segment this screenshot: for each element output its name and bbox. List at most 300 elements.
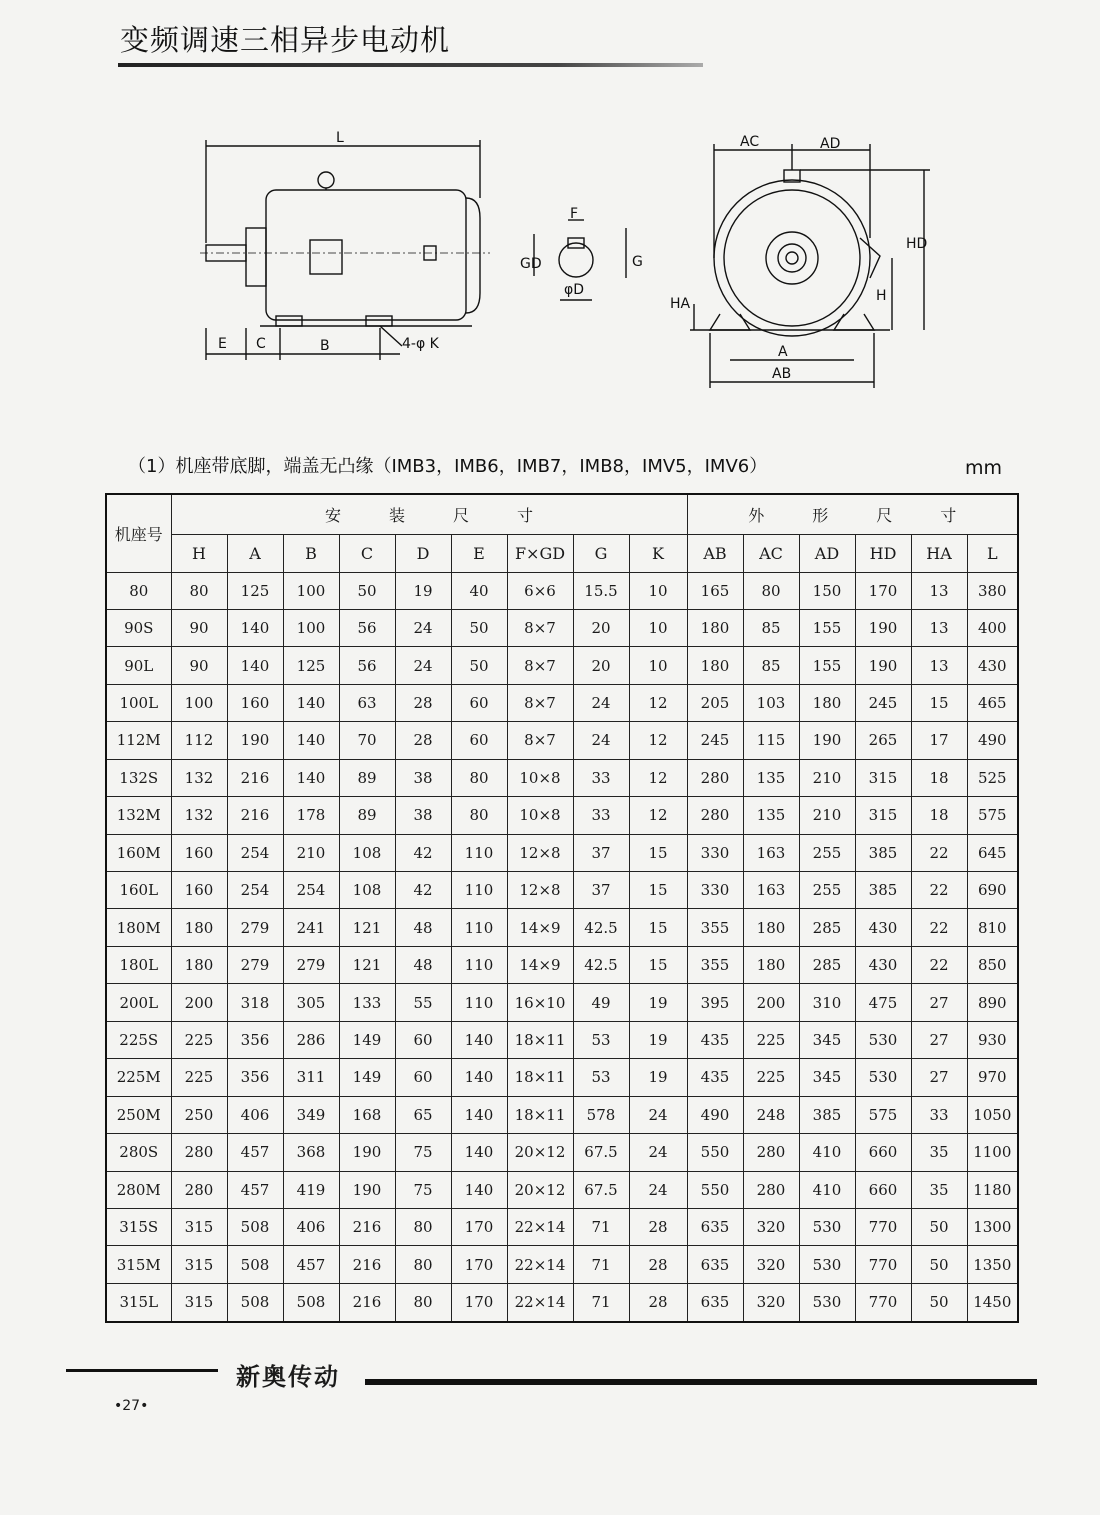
table-row [106,1096,1018,1133]
frame-size-cell: 90S [106,609,171,646]
dimension-cell: 90 [171,609,227,646]
dimension-cell: 18 [911,759,967,796]
dimension-cell: 18 [911,797,967,834]
dimension-cell: 254 [227,872,283,909]
dim-label-AC: AC [740,134,760,150]
dimension-cell: 475 [855,984,911,1021]
dim-label-H: H [876,288,887,304]
dimension-cell: 100 [283,572,339,609]
column-header: F×GD [507,534,573,572]
dimension-cell: 12 [629,759,687,796]
motor-fan-cover [466,198,480,313]
dimension-cell: 149 [339,1059,395,1096]
dimension-cell: 15.5 [573,572,629,609]
dimension-cell: 315 [171,1283,227,1322]
table-row [106,797,1018,834]
dimension-cell: 15 [629,909,687,946]
frame-size-cell: 112M [106,722,171,759]
dimension-cell: 190 [339,1171,395,1208]
dimension-cell: 163 [743,834,799,871]
dimension-cell: 71 [573,1246,629,1283]
dimension-cell: 315 [855,759,911,796]
dimension-cell: 170 [451,1208,507,1245]
section-caption: （1）机座带底脚，端盖无凸缘（IMB3，IMB6，IMB7，IMB8，IMV5，IMV6） [128,456,768,477]
dimension-cell: 12×8 [507,872,573,909]
dimension-cell: 35 [911,1134,967,1171]
dimension-cell: 216 [339,1208,395,1245]
dimension-cell: 20 [573,647,629,684]
title-rule [118,63,703,67]
dimension-cell: 578 [573,1096,629,1133]
dimension-cell: 24 [573,722,629,759]
dimension-cell: 530 [855,1021,911,1058]
dimension-cell: 12 [629,722,687,759]
dimension-cell: 320 [743,1246,799,1283]
dimension-cell: 210 [283,834,339,871]
frame-size-cell: 280S [106,1134,171,1171]
dimension-cell: 140 [283,722,339,759]
table-row [106,1246,1018,1283]
dimension-cell: 75 [395,1171,451,1208]
dimension-cell: 40 [451,572,507,609]
dimension-cell: 12×8 [507,834,573,871]
dimension-cell: 380 [967,572,1018,609]
dimension-cell: 356 [227,1021,283,1058]
dimension-cell: 406 [283,1208,339,1245]
dimension-cell: 15 [629,946,687,983]
dimension-cell: 20×12 [507,1134,573,1171]
dimension-cell: 65 [395,1096,451,1133]
dimension-cell: 286 [283,1021,339,1058]
frame-size-cell: 225S [106,1021,171,1058]
dimension-cell: 1450 [967,1283,1018,1322]
dimension-cell: 6×6 [507,572,573,609]
dim-label-B: B [320,338,330,354]
frame-size-cell: 315L [106,1283,171,1322]
dimension-cell: 645 [967,834,1018,871]
dimension-cell: 12 [629,684,687,721]
column-header: HD [855,534,911,572]
dimension-cell: 19 [395,572,451,609]
dimension-cell: 10×8 [507,797,573,834]
dimension-cell: 121 [339,946,395,983]
column-header: C [339,534,395,572]
frame-size-cell: 160M [106,834,171,871]
dimension-cell: 38 [395,759,451,796]
dimension-cell: 550 [687,1171,743,1208]
dimension-cell: 35 [911,1171,967,1208]
dimension-cell: 28 [629,1283,687,1322]
dimension-cell: 13 [911,609,967,646]
dimension-cell: 465 [967,684,1018,721]
foot-left [276,316,302,326]
column-header-row [106,534,1018,572]
dimension-cell: 250 [171,1096,227,1133]
dimension-cell: 660 [855,1134,911,1171]
dimension-cell: 85 [743,609,799,646]
dimension-cell: 89 [339,759,395,796]
motor-drawing [180,128,940,398]
dimension-cell: 200 [171,984,227,1021]
dimension-cell: 163 [743,872,799,909]
dimension-cell: 180 [687,609,743,646]
dimension-cell: 180 [171,946,227,983]
dimension-cell: 33 [911,1096,967,1133]
dimension-cell: 140 [283,759,339,796]
dimension-cell: 42 [395,834,451,871]
dimension-cell: 18×11 [507,1021,573,1058]
dimension-cell: 28 [629,1246,687,1283]
terminal-box [310,240,342,274]
dimension-cell: 33 [573,797,629,834]
dimension-cell: 80 [395,1208,451,1245]
dimension-cell: 70 [339,722,395,759]
dimension-cell: 15 [629,834,687,871]
column-header: H [171,534,227,572]
dimension-cell: 67.5 [573,1134,629,1171]
table-row [106,684,1018,721]
dimension-cell: 22×14 [507,1208,573,1245]
dimension-cell: 12 [629,797,687,834]
dimension-cell: 255 [799,834,855,871]
dimension-cell: 60 [395,1021,451,1058]
dimension-cell: 279 [283,946,339,983]
dim-label-F: F [570,206,579,222]
dimension-cell: 320 [743,1208,799,1245]
dimension-cell: 155 [799,609,855,646]
dimension-cell: 248 [743,1096,799,1133]
table-row [106,1059,1018,1096]
dimension-cell: 121 [339,909,395,946]
dimension-cell: 10 [629,609,687,646]
column-header: D [395,534,451,572]
dimension-cell: 330 [687,872,743,909]
dim-label-D: φD [564,282,585,298]
frame-size-cell: 315S [106,1208,171,1245]
dimension-cell: 80 [395,1283,451,1322]
dimension-cell: 24 [395,609,451,646]
dimension-cell: 50 [911,1246,967,1283]
front-foot-left [710,314,750,330]
dimension-cell: 60 [395,1059,451,1096]
dimension-cell: 410 [799,1171,855,1208]
dimension-cell: 508 [227,1283,283,1322]
dimension-cell: 53 [573,1059,629,1096]
dimension-cell: 770 [855,1283,911,1322]
dimension-cell: 368 [283,1134,339,1171]
dimension-cell: 280 [743,1134,799,1171]
dimension-cell: 22×14 [507,1246,573,1283]
dimension-cell: 108 [339,834,395,871]
dimension-cell: 770 [855,1208,911,1245]
table-body [106,572,1018,1322]
dimension-cell: 395 [687,984,743,1021]
dimension-cell: 430 [967,647,1018,684]
dimension-cell: 42 [395,872,451,909]
dimension-cell: 38 [395,797,451,834]
dimension-cell: 970 [967,1059,1018,1096]
dimension-cell: 165 [687,572,743,609]
frame-size-cell: 180M [106,909,171,946]
motor-flange [246,228,266,286]
dimension-cell: 285 [799,946,855,983]
dimension-cell: 355 [687,946,743,983]
dimension-cell: 19 [629,984,687,1021]
dimension-cell: 42.5 [573,909,629,946]
dimension-cell: 10 [629,647,687,684]
dimension-cell: 890 [967,984,1018,1021]
dimension-cell: 132 [171,797,227,834]
dimension-cell: 254 [283,872,339,909]
dimension-cell: 315 [855,797,911,834]
dimension-cell: 318 [227,984,283,1021]
dimension-cell: 635 [687,1208,743,1245]
frame-size-cell: 250M [106,1096,171,1133]
dimension-cell: 135 [743,797,799,834]
dimension-cell: 140 [227,609,283,646]
dimension-cell: 67.5 [573,1171,629,1208]
dimension-cell: 285 [799,909,855,946]
table-row [106,834,1018,871]
lifting-eye [318,172,334,188]
dimension-cell: 315 [171,1208,227,1245]
dimension-cell: 110 [451,872,507,909]
dimension-cell: 155 [799,647,855,684]
dimension-cell: 13 [911,647,967,684]
dimension-cell: 345 [799,1059,855,1096]
dimension-cell: 13 [911,572,967,609]
dimension-cell: 315 [171,1246,227,1283]
dimension-cell: 225 [171,1021,227,1058]
table-row [106,647,1018,684]
table-row [106,609,1018,646]
page-number: •27• [114,1398,149,1414]
frame-size-cell: 80 [106,572,171,609]
dimension-cell: 56 [339,647,395,684]
footer-brand: 新奥传动 [236,1363,340,1391]
dimension-cell: 508 [283,1283,339,1322]
dimension-cell: 245 [687,722,743,759]
dim-label-HD: HD [906,236,928,252]
dimension-cell: 85 [743,647,799,684]
page-title: 变频调速三相异步电动机 [120,23,451,57]
column-header: E [451,534,507,572]
motor-body-front [714,180,870,336]
column-header: K [629,534,687,572]
dimension-cell: 90 [171,647,227,684]
dimension-cell: 190 [855,609,911,646]
dimension-cell: 255 [799,872,855,909]
dimension-cell: 8×7 [507,722,573,759]
dimension-cell: 216 [227,759,283,796]
dimension-cell: 160 [171,872,227,909]
dimension-cell: 254 [227,834,283,871]
dimension-cell: 48 [395,946,451,983]
dimension-cell: 15 [629,872,687,909]
table-row [106,1283,1018,1322]
dimension-cell: 305 [283,984,339,1021]
dimension-cell: 140 [451,1096,507,1133]
dimension-cell: 245 [855,684,911,721]
dimension-cell: 37 [573,872,629,909]
dimension-cell: 132 [171,759,227,796]
dimension-cell: 33 [573,759,629,796]
column-header: AB [687,534,743,572]
column-header: HA [911,534,967,572]
dimension-cell: 14×9 [507,946,573,983]
dimension-cell: 28 [395,722,451,759]
dimension-cell: 100 [171,684,227,721]
dim-label-A: A [778,344,788,360]
dimension-cell: 280 [171,1171,227,1208]
table-row [106,572,1018,609]
dimension-cell: 1350 [967,1246,1018,1283]
dimension-cell: 22 [911,946,967,983]
dim-label-C: C [256,336,266,352]
dimension-cell: 80 [451,797,507,834]
dimension-cell: 850 [967,946,1018,983]
dimension-cell: 18×11 [507,1059,573,1096]
dimension-cell: 180 [743,946,799,983]
dimension-cell: 210 [799,759,855,796]
dimension-cell: 80 [171,572,227,609]
dimension-cell: 279 [227,946,283,983]
dimension-cell: 20×12 [507,1171,573,1208]
dimension-cell: 1100 [967,1134,1018,1171]
dimension-cell: 180 [799,684,855,721]
dimension-cell: 22 [911,834,967,871]
dimension-cell: 15 [911,684,967,721]
dimension-cell: 27 [911,984,967,1021]
dimension-cell: 349 [283,1096,339,1133]
dimension-cell: 149 [339,1021,395,1058]
dimension-cell: 17 [911,722,967,759]
dimension-cell: 19 [629,1021,687,1058]
table-row [106,946,1018,983]
dimension-cell: 20 [573,609,629,646]
dimension-cell: 457 [227,1134,283,1171]
dimension-cell: 8×7 [507,609,573,646]
frame-size-cell: 315M [106,1246,171,1283]
dimension-cell: 125 [227,572,283,609]
dimension-cell: 385 [799,1096,855,1133]
dimension-cell: 385 [855,872,911,909]
dim-label-K: 4-φ K [402,336,439,352]
dimension-cell: 50 [451,647,507,684]
dimension-cell: 660 [855,1171,911,1208]
dimension-cell: 27 [911,1021,967,1058]
dimension-cell: 530 [855,1059,911,1096]
foot-right [366,316,392,326]
dimension-cell: 530 [799,1208,855,1245]
dimension-cell: 140 [451,1134,507,1171]
footer-rule-left [66,1369,218,1372]
dimension-cell: 108 [339,872,395,909]
dimension-cell: 10 [629,572,687,609]
dimension-cell: 180 [687,647,743,684]
table-row [106,909,1018,946]
dimension-cell: 178 [283,797,339,834]
dimension-cell: 170 [451,1283,507,1322]
frame-size-cell: 132S [106,759,171,796]
dimension-cell: 140 [283,684,339,721]
dimension-cell: 311 [283,1059,339,1096]
dimension-cell: 508 [227,1208,283,1245]
dimension-cell: 28 [629,1208,687,1245]
table-row [106,1134,1018,1171]
dimension-cell: 190 [855,647,911,684]
dimension-cell: 24 [573,684,629,721]
dimension-cell: 110 [451,984,507,1021]
dimension-cell: 435 [687,1021,743,1058]
frame-size-cell: 225M [106,1059,171,1096]
dimension-cell: 100 [283,609,339,646]
dimension-cell: 89 [339,797,395,834]
frame-size-cell: 280M [106,1171,171,1208]
dimension-cell: 330 [687,834,743,871]
front-foot-right [834,314,874,330]
dimension-cell: 140 [227,647,283,684]
dimension-cell: 150 [799,572,855,609]
dimension-cell: 160 [227,684,283,721]
dimension-cell: 110 [451,834,507,871]
table-row [106,1021,1018,1058]
dimension-cell: 280 [687,759,743,796]
dimension-cell: 490 [967,722,1018,759]
dimension-cell: 63 [339,684,395,721]
dimension-cell: 50 [451,609,507,646]
dimension-cell: 8×7 [507,684,573,721]
dimension-cell: 56 [339,609,395,646]
frame-size-cell: 160L [106,872,171,909]
dimension-cell: 1180 [967,1171,1018,1208]
dimension-cell: 50 [911,1283,967,1322]
dimension-cell: 575 [855,1096,911,1133]
dimension-cell: 400 [967,609,1018,646]
dimension-cell: 216 [339,1246,395,1283]
dimension-cell: 135 [743,759,799,796]
dimension-cell: 1300 [967,1208,1018,1245]
dimension-cell: 80 [395,1246,451,1283]
dimension-cell: 280 [743,1171,799,1208]
dimension-cell: 435 [687,1059,743,1096]
frame-size-cell: 90L [106,647,171,684]
dimension-table [105,493,1019,1323]
dimension-cell: 140 [451,1021,507,1058]
dimension-cell: 48 [395,909,451,946]
dimension-cell: 216 [339,1283,395,1322]
dimension-cell: 406 [227,1096,283,1133]
dimension-cell: 490 [687,1096,743,1133]
dimension-cell: 241 [283,909,339,946]
dimension-cell: 430 [855,946,911,983]
dimension-cell: 810 [967,909,1018,946]
dimension-cell: 37 [573,834,629,871]
frame-size-cell: 132M [106,797,171,834]
dimension-cell: 27 [911,1059,967,1096]
unit-label: mm [965,457,1003,479]
footer-rule-right [365,1379,1037,1385]
frame-size-cell: 180L [106,946,171,983]
dimension-cell: 310 [799,984,855,1021]
dimension-cell: 930 [967,1021,1018,1058]
dimension-cell: 200 [743,984,799,1021]
dimension-cell: 170 [855,572,911,609]
table-row [106,1208,1018,1245]
dim-label-AB: AB [772,366,792,382]
dimension-cell: 133 [339,984,395,1021]
column-header: AD [799,534,855,572]
